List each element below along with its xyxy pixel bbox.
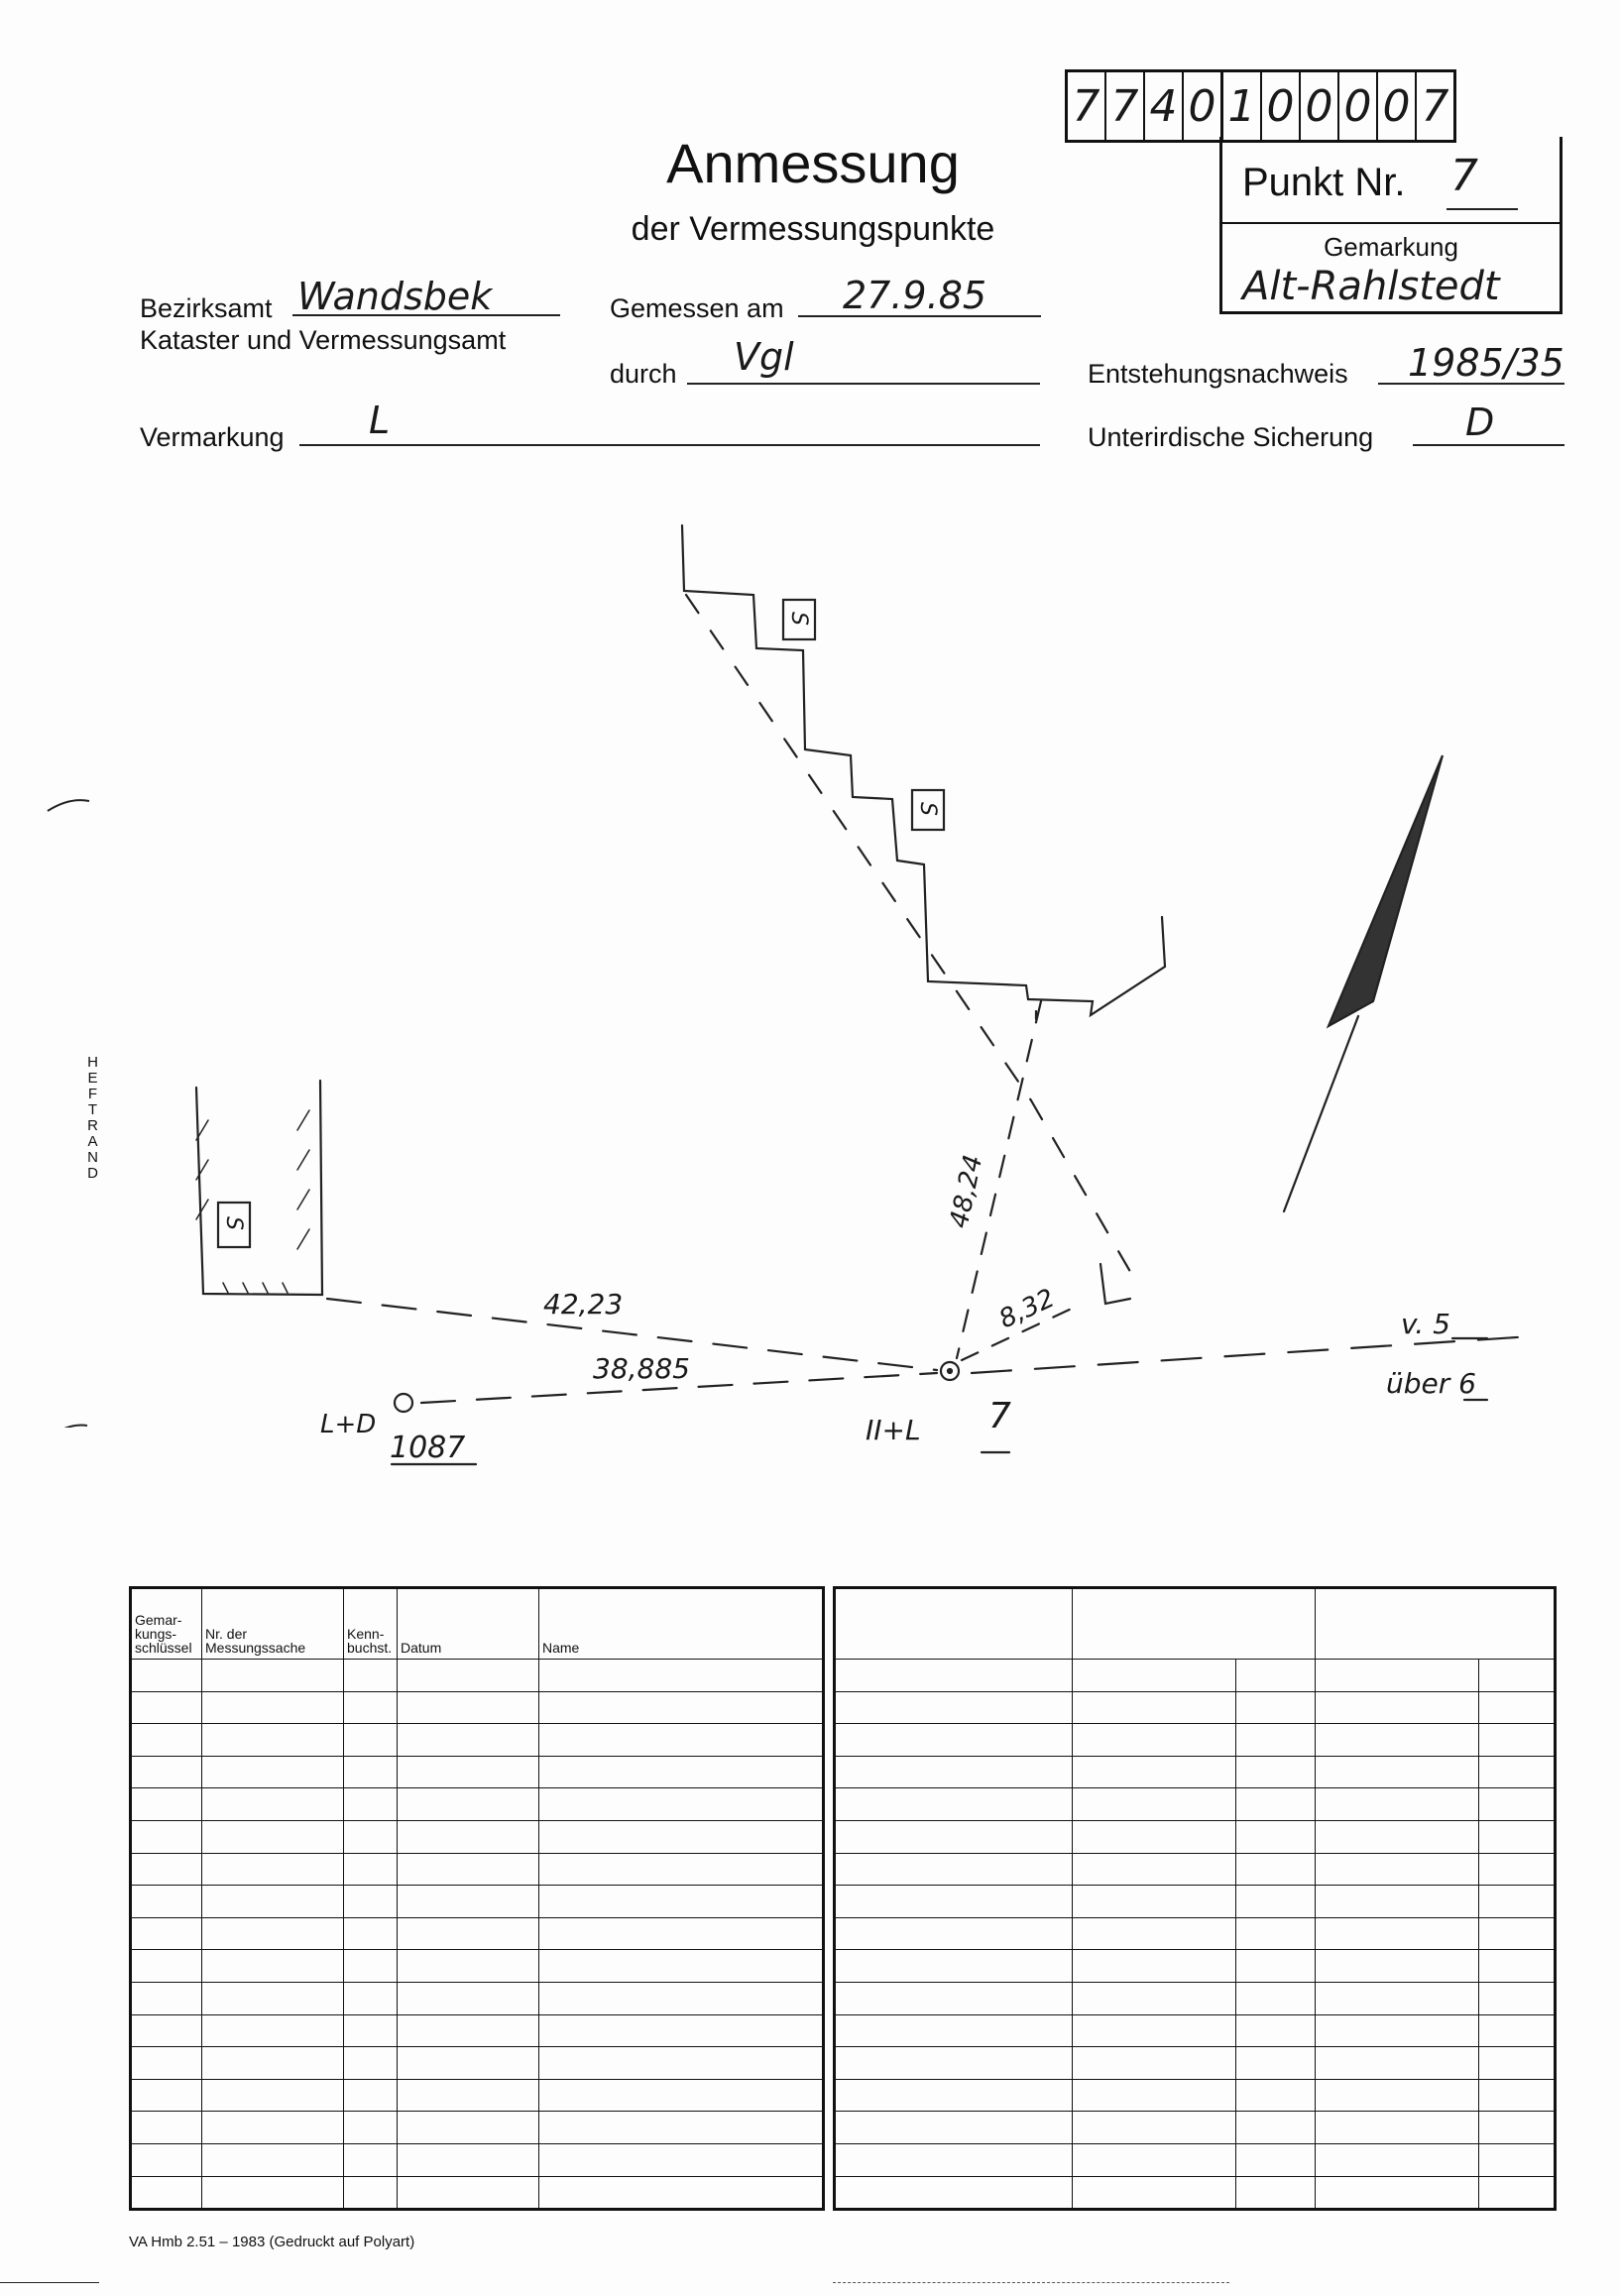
table-row [835, 1917, 1556, 1950]
table-cell [1316, 1917, 1479, 1950]
table-row [131, 2047, 824, 2080]
table-cell [1316, 1788, 1479, 1821]
table-cell [202, 1820, 344, 1853]
table-cell [131, 1886, 202, 1918]
document-subtitle: der Vermessungspunkte [631, 210, 995, 248]
code-digit: 0 [1339, 72, 1378, 140]
table-cell [1236, 2014, 1316, 2047]
table-header-row [131, 1588, 824, 1660]
code-digit: 0 [1184, 72, 1223, 140]
table-right-body [835, 1660, 1556, 2210]
code-digit: 7 [1106, 72, 1145, 140]
table-cell [202, 1756, 344, 1788]
table-row [835, 1982, 1556, 2014]
vermarkung-label: Vermarkung [140, 422, 285, 452]
table-cell [539, 2143, 824, 2176]
bottom-edge-dash [833, 2282, 1229, 2283]
table-cell [398, 1724, 539, 1757]
table-cell [344, 1820, 398, 1853]
entstehung-value: 1985/35 [1408, 341, 1564, 385]
table-cell [398, 1950, 539, 1983]
table-cell [1236, 1660, 1316, 1692]
vermarkung-line [299, 444, 1040, 446]
sicherung-line [1413, 444, 1564, 446]
table-row [131, 2143, 824, 2176]
dashed-diagonal [686, 595, 1031, 1100]
table-cell [131, 1724, 202, 1757]
table-cell [344, 1886, 398, 1918]
table-cell [344, 1950, 398, 1983]
table-row [835, 1820, 1556, 1853]
north-arrow-head [1329, 755, 1443, 1026]
table-cell [131, 1853, 202, 1886]
table-cell [1073, 2143, 1236, 2176]
table-cell [835, 1756, 1073, 1788]
table-cell [344, 1982, 398, 2014]
table-header-row [835, 1588, 1556, 1660]
table-cell [202, 1917, 344, 1950]
left-building-hatch [196, 1110, 309, 1293]
table-cell [1316, 2176, 1479, 2210]
table-cell [398, 2143, 539, 2176]
s-mark: S [915, 802, 940, 816]
table-cell [539, 1691, 824, 1724]
point-code-box [1065, 69, 1456, 143]
table-cell [1236, 2079, 1316, 2112]
table-cell [131, 1788, 202, 1821]
table-cell [202, 1788, 344, 1821]
table-cell [131, 2143, 202, 2176]
table-cell [202, 2079, 344, 2112]
table-cell [131, 1950, 202, 1983]
table-cell [835, 2112, 1073, 2144]
table-row [131, 1853, 824, 1886]
table-cell [398, 1886, 539, 1918]
table-cell [1316, 1950, 1479, 1983]
table-cell [398, 1756, 539, 1788]
table-cell [1479, 1917, 1556, 1950]
vermarkung-value: L [369, 399, 391, 442]
code-digit: 0 [1378, 72, 1417, 140]
table-cell [1073, 1788, 1236, 1821]
table-cell [202, 1982, 344, 2014]
table-cell [344, 2112, 398, 2144]
table-left-body [131, 1660, 824, 2210]
table-cell [1316, 2079, 1479, 2112]
table-cell [398, 1917, 539, 1950]
table-row [835, 1950, 1556, 1983]
table-cell [344, 2143, 398, 2176]
table-cell [1316, 2047, 1479, 2080]
table-cell [1316, 1724, 1479, 1757]
table-row [131, 1691, 824, 1724]
measure-8: 8,32 [994, 1283, 1060, 1335]
table-cell [202, 2143, 344, 2176]
punkt-underline [1446, 208, 1518, 210]
table-cell [1236, 1853, 1316, 1886]
table-cell [835, 2176, 1073, 2210]
gemarkung-value: Alt-Rahlstedt [1242, 264, 1500, 309]
table-cell [1316, 2112, 1479, 2144]
gemessen-line [798, 315, 1041, 317]
table-cell [1479, 2014, 1556, 2047]
table-row [835, 1660, 1556, 1692]
table-cell [398, 1660, 539, 1692]
table-row [835, 2176, 1556, 2210]
punkt-box [1219, 137, 1562, 314]
table-cell [1073, 1982, 1236, 2014]
table-cell [1236, 1724, 1316, 1757]
header-cell [835, 1588, 1073, 1660]
sicherung-label: Unterirdische Sicherung [1088, 422, 1374, 452]
table-cell [1479, 2079, 1556, 2112]
left-point-mark: L+D [320, 1410, 377, 1439]
table-cell [202, 2014, 344, 2047]
table-row [835, 2143, 1556, 2176]
punkt-divider [1222, 222, 1560, 224]
table-cell [202, 1660, 344, 1692]
table-cell [1073, 1917, 1236, 1950]
table-cell [835, 2014, 1073, 2047]
bezirksamt-label: Bezirksamt [140, 293, 273, 323]
table-cell [835, 1691, 1073, 1724]
table-cell [202, 2047, 344, 2080]
table-cell [398, 1788, 539, 1821]
table-cell [835, 2047, 1073, 2080]
table-cell [1236, 1917, 1316, 1950]
header-name: Name [539, 1588, 824, 1660]
table-row [131, 2176, 824, 2210]
header-cell [1316, 1588, 1556, 1660]
table-cell [1073, 2014, 1236, 2047]
table-row [131, 1950, 824, 1983]
table-cell [202, 1950, 344, 1983]
table-cell [1479, 1886, 1556, 1918]
gemessen-label: Gemessen am [610, 293, 784, 323]
table-cell [131, 1820, 202, 1853]
table-cell [539, 1886, 824, 1918]
table-row [835, 2047, 1556, 2080]
table-cell [344, 1691, 398, 1724]
table-cell [131, 2047, 202, 2080]
table-cell [835, 1788, 1073, 1821]
table-cell [344, 1756, 398, 1788]
punkt-label: Punkt Nr. [1242, 161, 1406, 204]
table-cell [1236, 2047, 1316, 2080]
table-cell [1236, 2143, 1316, 2176]
table-row [835, 1788, 1556, 1821]
table-row [835, 1756, 1556, 1788]
table-cell [344, 1853, 398, 1886]
table-cell [835, 1853, 1073, 1886]
sicherung-value: D [1465, 401, 1495, 444]
main-point-number: 7 [988, 1396, 1011, 1436]
table-cell [131, 2014, 202, 2047]
header-cell [1073, 1588, 1316, 1660]
table-cell [202, 1853, 344, 1886]
header-kennbuchstabe: Kenn-buchst. [344, 1588, 398, 1660]
table-row [835, 2014, 1556, 2047]
table-row [131, 1917, 824, 1950]
table-cell [1073, 1853, 1236, 1886]
table-cell [344, 1917, 398, 1950]
table-cell [539, 1820, 824, 1853]
table-cell [1236, 1691, 1316, 1724]
table-cell [1073, 2176, 1236, 2210]
table-cell [1073, 1691, 1236, 1724]
table-row [131, 2112, 824, 2144]
code-digit: 4 [1145, 72, 1184, 140]
left-point-number: 1087 [390, 1431, 466, 1465]
table-cell [131, 2079, 202, 2112]
table-cell [1479, 1982, 1556, 2014]
table-cell [1316, 1886, 1479, 1918]
left-building [196, 1081, 322, 1295]
durch-line [687, 383, 1040, 385]
punkt-value: 7 [1450, 151, 1478, 201]
table-cell [539, 1660, 824, 1692]
table-cell [1073, 1660, 1236, 1692]
table-cell [398, 2176, 539, 2210]
table-cell [539, 2014, 824, 2047]
table-cell [1479, 1820, 1556, 1853]
table-row [131, 2079, 824, 2112]
bezirksamt-line [292, 314, 560, 316]
table-cell [344, 1788, 398, 1821]
table-cell [131, 2176, 202, 2210]
table-cell [131, 1691, 202, 1724]
l-edge-symbol [1100, 1264, 1130, 1304]
table-cell [835, 1660, 1073, 1692]
table-cell [398, 2112, 539, 2144]
table-row [835, 1724, 1556, 1757]
table-cell [1316, 1982, 1479, 2014]
table-cell [1316, 2014, 1479, 2047]
table-cell [835, 1724, 1073, 1757]
table-cell [202, 1691, 344, 1724]
entstehung-line [1378, 383, 1564, 385]
header-messungssache: Nr. der Messungssache [202, 1588, 344, 1660]
table-cell [131, 1660, 202, 1692]
table-cell [1479, 1691, 1556, 1724]
left-point-circle [395, 1394, 412, 1412]
table-cell [344, 2047, 398, 2080]
table-cell [344, 2079, 398, 2112]
table-cell [1479, 2143, 1556, 2176]
main-point-dot [948, 1369, 952, 1373]
table-row [131, 1660, 824, 1692]
table-cell [1316, 1820, 1479, 1853]
measure-38: 38,885 [593, 1352, 690, 1385]
header-datum: Datum [398, 1588, 539, 1660]
form-footer: VA Hmb 2.51 – 1983 (Gedruckt auf Polyart) [129, 2234, 415, 2250]
table-cell [539, 1917, 824, 1950]
table-cell [835, 1820, 1073, 1853]
table-cell [539, 1853, 824, 1886]
table-cell [1479, 1853, 1556, 1886]
table-cell [398, 1820, 539, 1853]
table-row [131, 1820, 824, 1853]
document-title: Anmessung [666, 132, 960, 194]
measure-42: 42,23 [543, 1288, 624, 1320]
table-cell [835, 1917, 1073, 1950]
table-cell [539, 1756, 824, 1788]
table-cell [539, 2176, 824, 2210]
table-cell [398, 1982, 539, 2014]
table-cell [1236, 1886, 1316, 1918]
table-cell [398, 2047, 539, 2080]
table-cell [1479, 2112, 1556, 2144]
table-cell [835, 2079, 1073, 2112]
table-cell [1316, 1756, 1479, 1788]
note-ueber: über 6 [1386, 1367, 1476, 1400]
heftrand-label: HEFTRAND [87, 1054, 98, 1182]
table-cell [1236, 1756, 1316, 1788]
table-cell [398, 2014, 539, 2047]
dashed-diagonal-2 [1031, 1100, 1140, 1289]
gemessen-value: 27.9.85 [843, 274, 987, 317]
table-row [131, 1756, 824, 1788]
north-arrow-shaft [1284, 1016, 1358, 1211]
table-cell [344, 2014, 398, 2047]
table-cell [202, 2112, 344, 2144]
table-row [131, 1724, 824, 1757]
table-row [835, 1886, 1556, 1918]
table-row [835, 1691, 1556, 1724]
table-cell [1316, 1853, 1479, 1886]
table-cell [1316, 1660, 1479, 1692]
table-cell [1073, 1886, 1236, 1918]
record-table-left [129, 1586, 825, 2211]
gemarkung-label: Gemarkung [1324, 232, 1458, 262]
table-cell [1073, 2047, 1236, 2080]
record-table-right [833, 1586, 1557, 2211]
table-cell [1236, 1950, 1316, 1983]
header-gemarkungsschluessel: Gemar-kungs-schlüssel [131, 1588, 202, 1660]
code-digit: 1 [1223, 72, 1262, 140]
table-cell [202, 1724, 344, 1757]
table-cell [539, 1724, 824, 1757]
table-cell [539, 2079, 824, 2112]
table-row [131, 2014, 824, 2047]
table-cell [835, 1886, 1073, 1918]
durch-value: Vgl [734, 335, 794, 379]
table-cell [539, 2112, 824, 2144]
table-cell [1236, 1820, 1316, 1853]
table-cell [1479, 1724, 1556, 1757]
measure-48: 48,24 [944, 1152, 989, 1231]
kataster-label: Kataster und Vermessungsamt [140, 325, 507, 355]
table-row [131, 1788, 824, 1821]
table-cell [835, 1982, 1073, 2014]
table-cell [539, 1788, 824, 1821]
table-cell [1073, 2079, 1236, 2112]
table-cell [1236, 2176, 1316, 2210]
table-cell [1073, 2112, 1236, 2144]
table-cell [539, 1982, 824, 2014]
table-cell [835, 1950, 1073, 1983]
table-cell [1479, 2047, 1556, 2080]
s-mark: S [786, 612, 811, 626]
table-cell [1236, 1788, 1316, 1821]
table-row [131, 1982, 824, 2014]
table-cell [202, 1886, 344, 1918]
table-cell [344, 1724, 398, 1757]
table-cell [1316, 2143, 1479, 2176]
table-cell [398, 1853, 539, 1886]
code-digit: 7 [1068, 72, 1106, 140]
table-cell [131, 2112, 202, 2144]
table-cell [1073, 1756, 1236, 1788]
bezirksamt-value: Wandsbek [297, 275, 493, 318]
margin-marks [40, 783, 99, 1428]
table-cell [1479, 1660, 1556, 1692]
code-digit: 7 [1421, 80, 1449, 132]
table-cell [131, 1917, 202, 1950]
table-cell [344, 1660, 398, 1692]
table-cell [131, 1982, 202, 2014]
table-cell [1479, 1950, 1556, 1983]
table-row [131, 1886, 824, 1918]
entstehung-label: Entstehungsnachweis [1088, 359, 1348, 389]
table-cell [1073, 1820, 1236, 1853]
table-cell [835, 2143, 1073, 2176]
note-von: v. 5 [1401, 1308, 1450, 1340]
table-cell [202, 2176, 344, 2210]
table-cell [1479, 1788, 1556, 1821]
code-digit: 0 [1301, 72, 1339, 140]
table-cell [1236, 2112, 1316, 2144]
table-cell [344, 2176, 398, 2210]
table-cell [1479, 1756, 1556, 1788]
durch-label: durch [610, 359, 677, 389]
code-digit: 0 [1262, 72, 1301, 140]
table-cell [398, 1691, 539, 1724]
building-outline [682, 525, 1165, 1015]
table-cell [1073, 1724, 1236, 1757]
table-row [835, 2079, 1556, 2112]
table-cell [131, 1756, 202, 1788]
table-row [835, 2112, 1556, 2144]
main-point-mark: II+L [866, 1414, 921, 1446]
table-row [835, 1853, 1556, 1886]
table-cell [1236, 1982, 1316, 2014]
table-cell [1073, 1950, 1236, 1983]
table-cell [1479, 2176, 1556, 2210]
table-cell [398, 2079, 539, 2112]
s-mark: S [221, 1216, 246, 1230]
survey-sketch [0, 496, 1620, 1537]
table-cell [539, 1950, 824, 1983]
table-cell [539, 2047, 824, 2080]
table-cell [1316, 1691, 1479, 1724]
bottom-edge-line [0, 2282, 99, 2283]
